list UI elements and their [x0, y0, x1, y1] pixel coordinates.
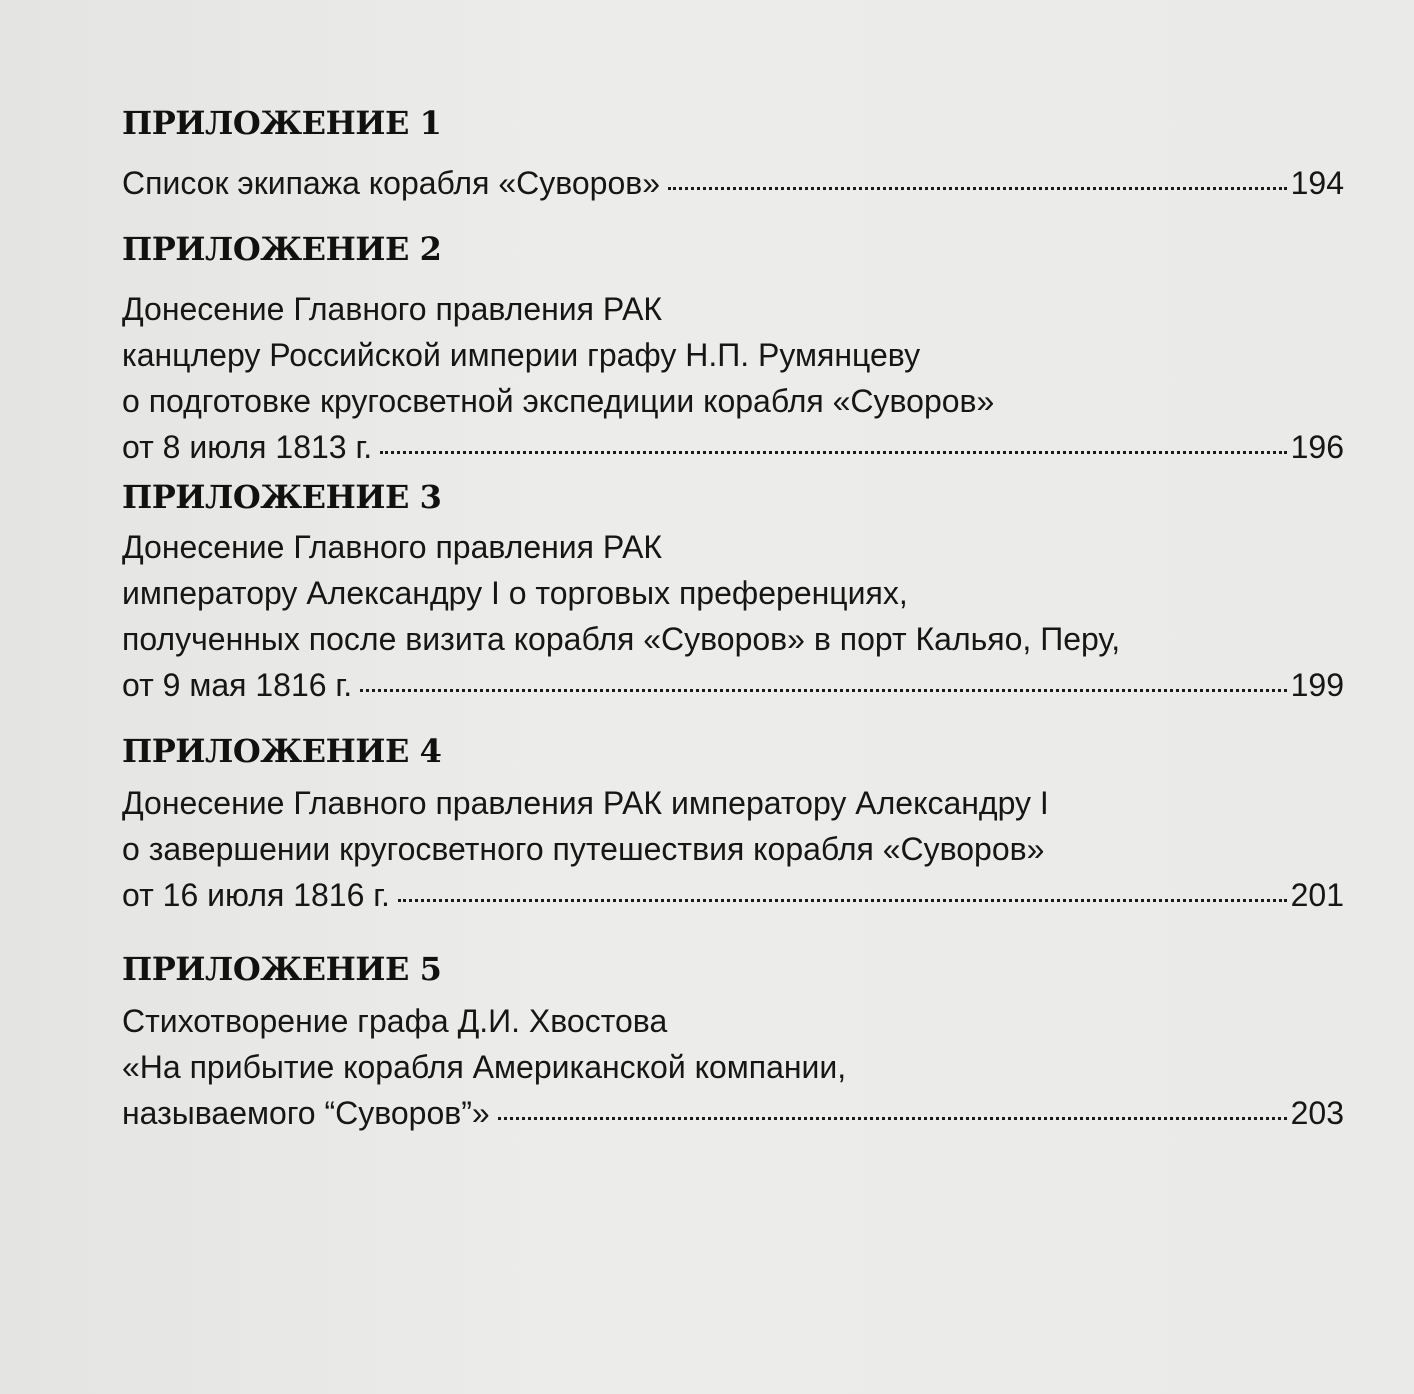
- toc-entry[interactable]: [122, 424, 1344, 470]
- page-number: 196: [1290, 429, 1344, 465]
- page-number: 199: [1290, 667, 1344, 703]
- page-number: 194: [1290, 165, 1344, 201]
- appendix-heading: ПРИЛОЖЕНИЕ 1: [122, 104, 442, 142]
- appendix-heading: ПРИЛОЖЕНИЕ 2: [122, 230, 442, 268]
- entry-title-line: «На прибытие корабля Американской компании,: [122, 1049, 847, 1085]
- entry-title-line: Донесение Главного правления РАК: [122, 529, 663, 565]
- entry-title: называемого “Суворов”»: [122, 1095, 490, 1131]
- entry-title-line: Донесение Главного правления РАК императору Александру I: [122, 785, 1049, 821]
- toc-entry[interactable]: [122, 160, 1344, 206]
- entry-title: Список экипажа корабля «Суворов»: [122, 165, 661, 201]
- entry-title-line: полученных после визита корабля «Суворов» в порт Кальяо, Перу,: [122, 621, 1121, 657]
- appendix-3: [122, 474, 1344, 708]
- dot-leader: [398, 899, 1287, 902]
- table-of-contents: [122, 100, 1344, 1136]
- page-number: 201: [1290, 877, 1344, 913]
- appendix-2: [122, 226, 1344, 470]
- entry-title-line: императору Александру I о торговых преференциях,: [122, 575, 908, 611]
- toc-entry[interactable]: [122, 1090, 1344, 1136]
- appendix-5: [122, 946, 1344, 1136]
- toc-entry[interactable]: [122, 872, 1344, 918]
- dot-leader: [668, 187, 1287, 190]
- entry-date: от 9 мая 1816 г.: [122, 667, 353, 703]
- appendix-heading: ПРИЛОЖЕНИЕ 5: [122, 950, 442, 988]
- dot-leader: [498, 1117, 1287, 1120]
- appendix-4: [122, 728, 1344, 918]
- entry-date: от 8 июля 1813 г.: [122, 429, 373, 465]
- toc-entry[interactable]: [122, 662, 1344, 708]
- page-number: 203: [1290, 1095, 1344, 1131]
- entry-title-line: о подготовке кругосветной экспедиции корабля «Суворов»: [122, 383, 995, 419]
- appendix-1: [122, 100, 1344, 206]
- dot-leader: [360, 689, 1287, 692]
- entry-title-line: Донесение Главного правления РАК: [122, 291, 663, 327]
- appendix-heading: ПРИЛОЖЕНИЕ 3: [122, 478, 442, 516]
- dot-leader: [380, 451, 1286, 454]
- entry-title-line: Стихотворение графа Д.И. Хвостова: [122, 1003, 668, 1039]
- entry-title-line: канцлеру Российской империи графу Н.П. Румянцеву: [122, 337, 921, 373]
- appendix-heading: ПРИЛОЖЕНИЕ 4: [122, 732, 442, 770]
- entry-title-line: о завершении кругосветного путешествия корабля «Суворов»: [122, 831, 1045, 867]
- entry-date: от 16 июля 1816 г.: [122, 877, 390, 913]
